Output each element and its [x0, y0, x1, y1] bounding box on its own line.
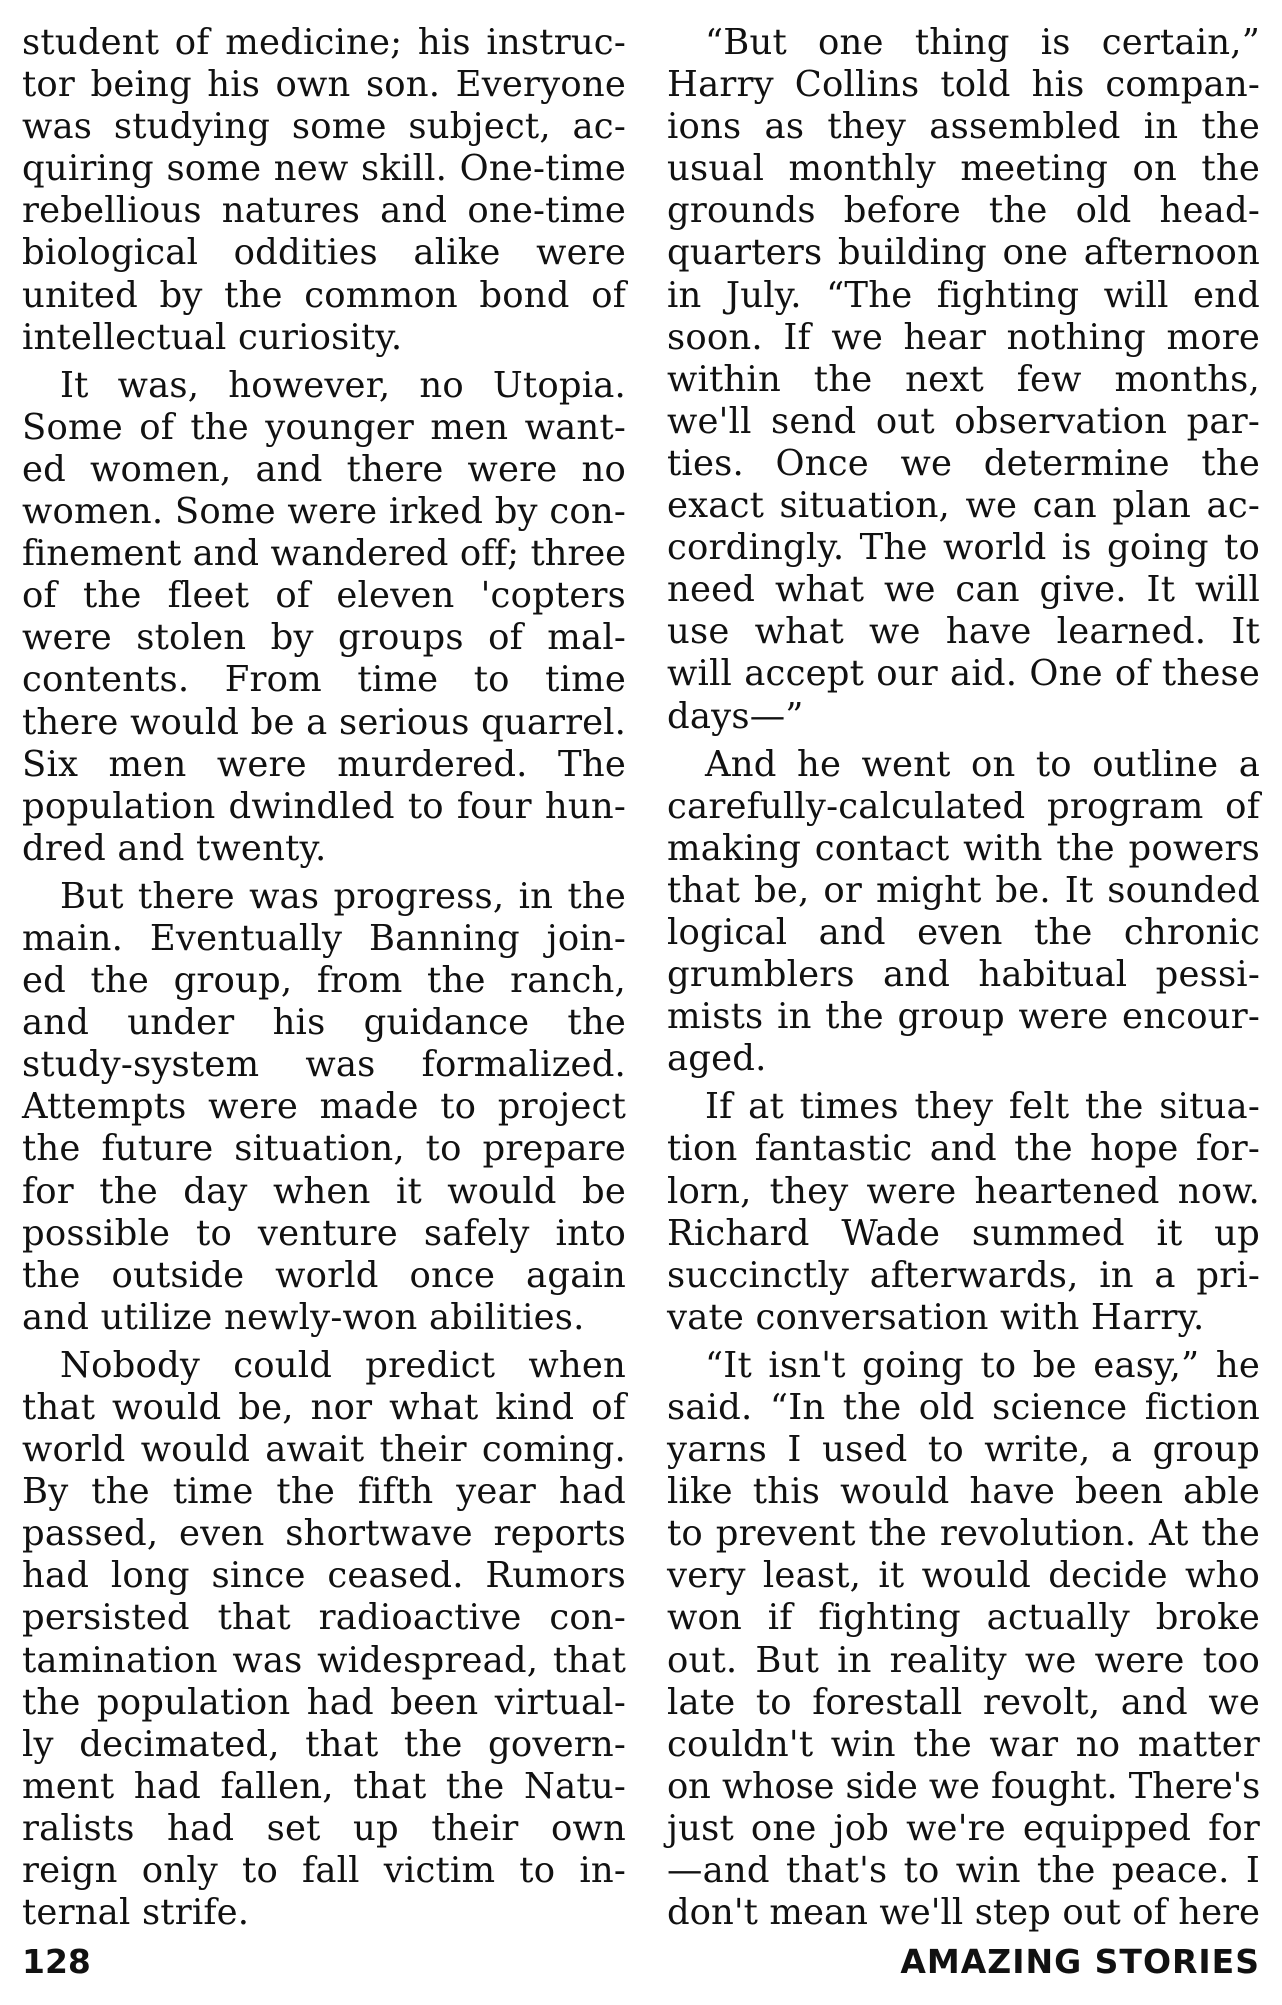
text-line: ed women, and there were no [22, 448, 626, 490]
text-line: lorn, they were heartened now. [667, 1170, 1260, 1212]
paragraph [667, 1345, 1260, 1934]
right-text-column [667, 22, 1260, 1934]
paragraph [667, 1086, 1260, 1339]
text-line: the population had been virtual- [22, 1681, 626, 1723]
text-line: rebellious natures and one-time [22, 190, 626, 232]
text-line: there would be a serious quarrel. [22, 701, 626, 743]
text-line: carefully-calculated program of [667, 785, 1260, 827]
text-line: study-system was formalized. [22, 1044, 626, 1086]
text-line: and under his guidance the [22, 1002, 626, 1044]
text-line: exact situation, we can plan ac- [667, 485, 1260, 527]
text-line: quarters building one afternoon [667, 232, 1260, 274]
text-line: If at times they felt the situa- [705, 1086, 1260, 1128]
text-line: in July. “The fighting will end [667, 274, 1260, 316]
text-line: were stolen by groups of mal- [22, 617, 626, 659]
text-line: biological oddities alike were [22, 232, 626, 274]
left-text-column [22, 22, 626, 1934]
text-line: days—” [667, 695, 804, 737]
text-line: to prevent the revolution. At the [667, 1513, 1260, 1555]
text-line: finement and wandered off; three [22, 533, 626, 575]
text-line: “It isn't going to be easy,” he [705, 1344, 1260, 1386]
text-line: reign only to fall victim to in- [22, 1850, 626, 1892]
text-line: ralists had set up their own [22, 1807, 626, 1849]
text-line: tor being his own son. Everyone [22, 64, 626, 106]
text-line: ment had fallen, that the Natu- [22, 1765, 626, 1807]
text-line: usual monthly meeting on the [667, 148, 1260, 190]
text-line: out. But in reality we were too [667, 1639, 1260, 1681]
text-line: —and that's to win the peace. I [667, 1850, 1260, 1892]
text-line: quiring some new skill. One-time [22, 148, 626, 190]
text-line: tion fantastic and the hope for- [667, 1128, 1260, 1170]
text-line: And he went on to outline a [705, 743, 1260, 785]
text-line: logical and even the chronic [667, 911, 1260, 953]
text-line: ternal strife. [22, 1892, 250, 1934]
text-line: Richard Wade summed it up [667, 1212, 1260, 1254]
text-line: making contact with the powers [667, 827, 1260, 869]
text-line: use what we have learned. It [667, 611, 1260, 653]
text-line: soon. If we hear nothing more [667, 316, 1260, 358]
text-line: population dwindled to four hun- [22, 785, 626, 827]
text-line: we'll send out observation par- [667, 400, 1260, 442]
text-line: very least, it would decide who [667, 1555, 1260, 1597]
text-line: Six men were murdered. The [22, 743, 626, 785]
text-line: Nobody could predict when [60, 1344, 626, 1386]
text-line: possible to venture safely into [22, 1212, 626, 1254]
paragraph [22, 876, 626, 1339]
text-line: couldn't win the war no matter [667, 1723, 1260, 1765]
text-line: vate conversation with Harry. [667, 1296, 1205, 1338]
text-line: ions as they assembled in the [667, 106, 1260, 148]
text-line: just one job we're equipped for [667, 1807, 1260, 1849]
paragraph [667, 744, 1260, 1081]
text-line: aged. [667, 1038, 767, 1080]
text-line: Harry Collins told his compan- [667, 64, 1260, 106]
text-line: ed the group, from the ranch, [22, 960, 626, 1002]
paragraph [22, 1345, 626, 1934]
text-line: ly decimated, that the govern- [22, 1723, 626, 1765]
text-line: cordingly. The world is going to [667, 527, 1260, 569]
text-line: intellectual curiosity. [22, 316, 403, 358]
text-line: don't mean we'll step out of here [667, 1892, 1260, 1934]
text-line: world would await their coming. [22, 1429, 626, 1471]
text-line: succinctly afterwards, in a pri- [667, 1254, 1260, 1296]
text-line: won if fighting actually broke [667, 1597, 1260, 1639]
text-line: grumblers and habitual pessi- [667, 954, 1260, 996]
running-title: AMAZING STORIES [900, 1942, 1260, 1981]
text-line: was studying some subject, ac- [22, 106, 626, 148]
text-line: But there was progress, in the [60, 875, 626, 917]
text-line: and utilize newly-won abilities. [22, 1296, 585, 1338]
text-line: tamination was widespread, that [22, 1639, 626, 1681]
text-line: ties. Once we determine the [667, 442, 1260, 484]
text-line: women. Some were irked by con- [22, 491, 626, 533]
text-line: that be, or might be. It sounded [667, 869, 1260, 911]
text-line: Some of the younger men want- [22, 406, 626, 448]
text-line: contents. From time to time [22, 659, 626, 701]
text-line: that would be, nor what kind of [22, 1387, 626, 1428]
text-line: the outside world once again [22, 1254, 626, 1296]
paragraph [667, 22, 1260, 738]
text-line: of the fleet of eleven 'copters [22, 575, 626, 617]
text-line: late to forestall revolt, and we [667, 1681, 1260, 1723]
text-line: mists in the group were encour- [667, 996, 1260, 1038]
text-line: within the next few months, [667, 358, 1260, 400]
paragraph [22, 22, 626, 359]
text-line: will accept our aid. One of these [667, 653, 1260, 695]
text-line: need what we can give. It will [667, 569, 1260, 611]
text-line: united by the common bond of [22, 274, 626, 316]
text-line: student of medicine; his instruc- [22, 22, 626, 63]
paragraph [22, 365, 626, 870]
text-line: “But one thing is certain,” [705, 22, 1260, 63]
text-line: It was, however, no Utopia. [60, 364, 626, 406]
text-line: said. “In the old science fiction [667, 1387, 1260, 1428]
text-line: dred and twenty. [22, 827, 327, 869]
text-line: on whose side we fought. There's [667, 1765, 1260, 1807]
page-number: 128 [22, 1942, 91, 1981]
text-line: grounds before the old head- [667, 190, 1260, 232]
text-line: had long since ceased. Rumors [22, 1555, 626, 1597]
text-line: By the time the fifth year had [22, 1471, 626, 1513]
text-line: like this would have been able [667, 1471, 1260, 1513]
text-line: Attempts were made to project [22, 1086, 626, 1128]
text-line: the future situation, to prepare [22, 1128, 626, 1170]
text-line: main. Eventually Banning join- [22, 917, 626, 959]
text-line: for the day when it would be [22, 1170, 626, 1212]
text-line: persisted that radioactive con- [22, 1597, 626, 1639]
text-line: passed, even shortwave reports [22, 1513, 626, 1555]
text-line: yarns I used to write, a group [667, 1429, 1260, 1471]
